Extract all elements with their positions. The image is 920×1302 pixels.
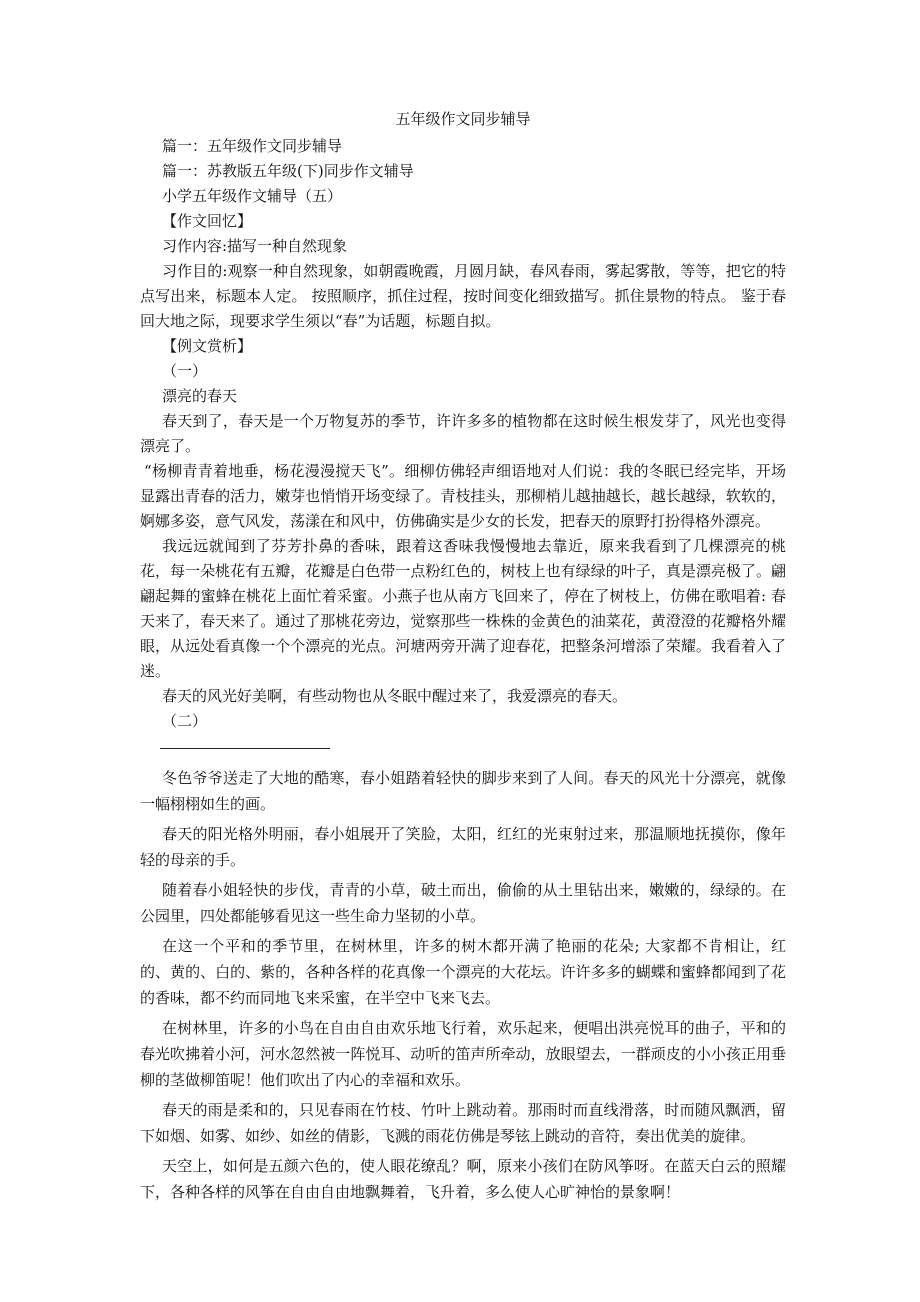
essay-paragraph: 春天的雨是柔和的，只见春雨在竹枝、竹叶上跳动着。那雨时而直线滑落，时而随风飘洒，留下如烟、如雾、如纱、如丝的倩影，飞溅的雨花仿佛是琴铉上跳动的音符，奏出优美的旋律。 <box>140 1101 786 1145</box>
section-heading-recall: 【作文回忆】 <box>162 212 253 230</box>
essay-paragraph: “杨柳青青着地垂，杨花漫漫搅天飞”。细柳仿佛轻声细语地对人们说：我的冬眠已经完毕，开场显露出青春的活力，嫩芽也悄悄开场变绿了。青枝挂头，那柳梢儿越抽越长，越长越绿，软软的，婀娜多姿，意气风发，荡漾在和风中，仿佛确实是少女的长发，把春天的原野打扮得格外漂亮。 <box>140 462 786 530</box>
header-line: 篇一：五年级作文同步辅导 <box>162 137 343 155</box>
essay-number: （一） <box>162 362 208 380</box>
header-line: 篇一：苏教版五年级(下)同步作文辅导 <box>162 162 414 180</box>
essay-title: 漂亮的春天 <box>162 387 238 405</box>
essay-paragraph: 春天的阳光格外明丽，春小姐展开了笑脸，太阳，红红的光束射过来，那温顺地抚摸你，像年轻的母亲的手。 <box>140 825 786 869</box>
essay-paragraph: 在树林里，许多的小鸟在自由自由欢乐地飞行着，欢乐起来，便唱出洪亮悦耳的曲子，平和的春光吹拂着小河，河水忽然被一阵悦耳、动听的笛声所牵动，放眼望去，一群顽皮的小小孩正用垂柳的茎做柳笛呢！他们吹出了内心的幸福和欢乐。 <box>140 1019 786 1089</box>
separator-line <box>160 748 330 749</box>
document-content <box>140 104 786 1209</box>
assignment-content: 习作内容:描写一种自然现象 <box>162 237 348 255</box>
header-line: 小学五年级作文辅导（五） <box>162 187 343 205</box>
essay-paragraph: 我远远就闻到了芬芳扑鼻的香味，跟着这香味我慢慢地去靠近，原来我看到了几棵漂亮的桃花，每一朵桃花有五瓣，花瓣是白色带一点粉红色的，树枝上也有绿绿的叶子，真是漂亮极了。翩翩起舞的蜜蜂在桃花上面忙着采蜜。小燕子也从南方飞回来了，停在了树枝上，仿佛在歌唱着: 春天来了，春天来了。通过了那桃花旁边，觉察那些一株株的金黄色的油菜花，黄澄澄的花瓣格外耀眼，从远处看真像一个个漂亮的光点。河塘两旁开满了迎春花，把整条河增添了荣耀。我看着入了迷。 <box>140 537 786 680</box>
essay-paragraph: 天空上，如何是五颜六色的，使人眼花缭乱？啊，原来小孩们在防风筝呀。在蓝天白云的照耀下，各种各样的风筝在自由自由地飘舞着，飞升着，多么使人心旷神怡的景象啊！ <box>140 1157 786 1201</box>
document-title: 五年级作文同步辅导 <box>395 110 531 128</box>
essay-paragraph: 春天到了，春天是一个万物复苏的季节，许许多多的植物都在这时候生根发芽了，风光也变得漂亮了。 <box>140 412 786 455</box>
assignment-purpose: 习作目的:观察一种自然现象，如朝霞晚霞，月圆月缺，春风春雨，雾起雾散，等等，把它的特点写出来，标题本人定。 按照顺序，抓住过程，按时间变化细致描写。抓住景物的特点。 鉴于春回大地之际，现要求学生须以“春”为话题，标题自拟。 <box>140 262 786 330</box>
essay-number: （二） <box>162 712 208 730</box>
essay-paragraph: 冬色爷爷送走了大地的酷寒，春小姐踏着轻快的脚步来到了人间。春天的风光十分漂亮，就像一幅栩栩如生的画。 <box>140 769 786 813</box>
essay-paragraph: 随着春小姐轻快的步伐，青青的小草，破土而出，偷偷的从土里钻出来，嫩嫩的，绿绿的。在公园里，四处都能够看见这一些生命力坚韧的小草。 <box>140 881 786 925</box>
section-heading-examples: 【例文赏析】 <box>162 337 253 355</box>
essay-paragraph: 春天的风光好美啊，有些动物也从冬眠中醒过来了，我爱漂亮的春天。 <box>162 687 628 705</box>
essay-paragraph: 在这一个平和的季节里，在树林里，许多的树木都开满了艳丽的花朵; 大家都不肯相让，红的、黄的、白的、紫的，各种各样的花真像一个漂亮的大花坛。许许多多的蝴蝶和蜜蜂都闻到了花的香味，都不约而同地飞来采蜜，在半空中飞来飞去。 <box>140 937 786 1007</box>
